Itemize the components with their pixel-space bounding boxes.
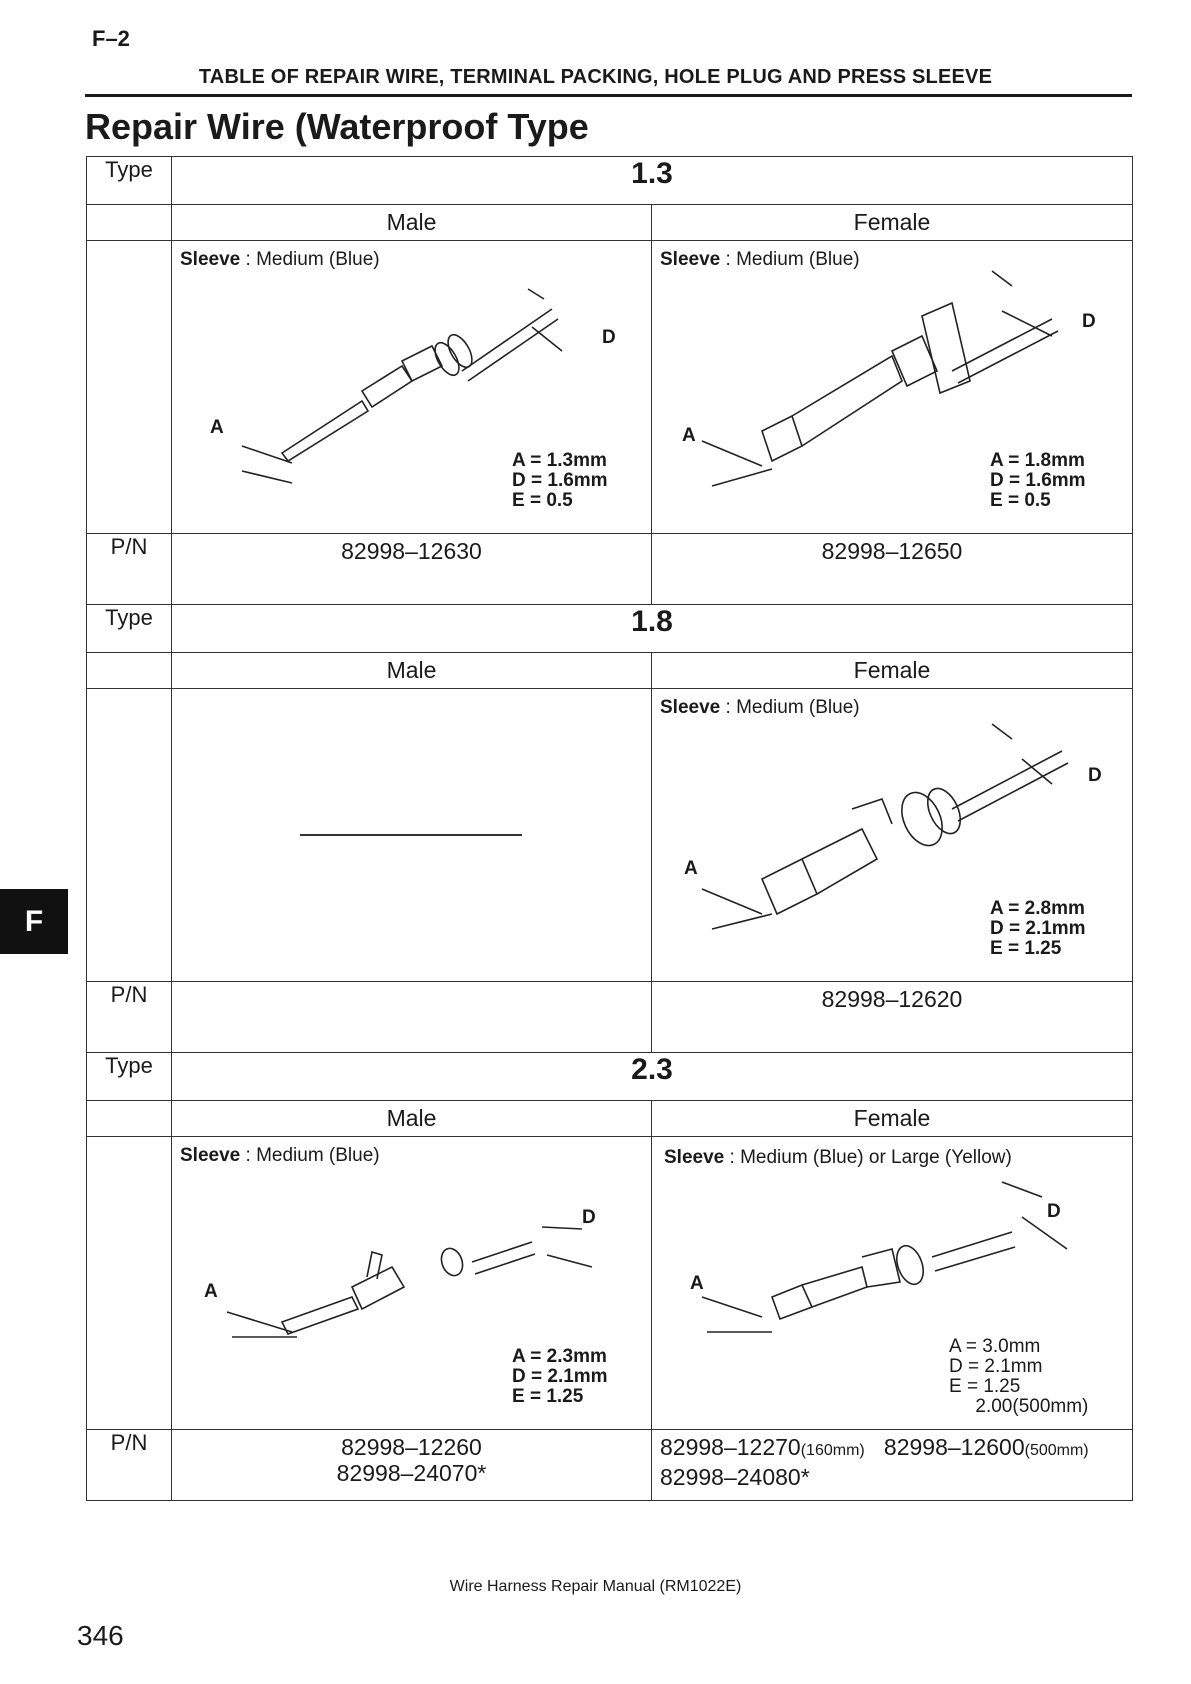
empty-cell xyxy=(87,653,172,689)
male-header: Male xyxy=(172,653,652,689)
dimension-a: A = 3.0mm xyxy=(949,1336,1041,1357)
page-code: F–2 xyxy=(92,26,130,51)
diagram-row xyxy=(87,689,1133,982)
pn-label: P/N xyxy=(87,534,172,605)
label-d: D xyxy=(1082,311,1096,332)
label-a: A xyxy=(690,1273,704,1294)
sleeve-value: : Medium (Blue) or Large (Yellow) xyxy=(724,1147,1012,1168)
male-terminal-cell xyxy=(172,1137,652,1430)
type-label: Type xyxy=(87,1053,172,1101)
female-terminal-cell xyxy=(652,241,1133,534)
female-header: Female xyxy=(652,205,1133,241)
length-note-160: (160mm) xyxy=(800,1442,865,1459)
sleeve-value: : Medium (Blue) xyxy=(720,697,860,718)
male-header: Male xyxy=(172,205,652,241)
dimension-list xyxy=(512,451,608,511)
repair-wire-table xyxy=(86,156,1133,1501)
female-part-number-line xyxy=(660,1434,1132,1464)
female-part-number: 82998–12650 xyxy=(652,534,1133,605)
type-value: 1.8 xyxy=(172,605,1133,653)
male-terminal-cell xyxy=(172,689,652,982)
label-d: D xyxy=(1047,1201,1061,1222)
dimension-e: E = 1.25 xyxy=(990,938,1062,959)
dimension-a: A = 2.8mm xyxy=(990,898,1085,919)
female-terminal-cell xyxy=(652,689,1133,982)
dimension-e: E = 1.25 xyxy=(512,1386,584,1407)
sleeve-value: : Medium (Blue) xyxy=(240,249,380,270)
type-label: Type xyxy=(87,157,172,205)
dimension-list xyxy=(949,1337,1088,1417)
dimension-d: D = 1.6mm xyxy=(990,470,1086,491)
sleeve-label: Sleeve xyxy=(180,1145,241,1166)
gender-row xyxy=(87,653,1133,689)
type-label: Type xyxy=(87,605,172,653)
label-a: A xyxy=(204,1281,218,1302)
dimension-e: E = 0.5 xyxy=(990,490,1051,511)
empty-cell xyxy=(87,1101,172,1137)
diagram-row xyxy=(87,241,1133,534)
type-value: 1.3 xyxy=(172,157,1133,205)
diagram-row xyxy=(87,1137,1133,1430)
type-row xyxy=(87,605,1133,653)
male-terminal-cell xyxy=(172,241,652,534)
type-value: 2.3 xyxy=(172,1053,1133,1101)
gender-row xyxy=(87,205,1133,241)
female-part-number-500: 82998–12600 xyxy=(883,1434,1025,1460)
type-row xyxy=(87,1053,1133,1101)
pn-row xyxy=(87,1430,1133,1501)
female-part-number-alt: 82998–24080* xyxy=(660,1464,810,1490)
gender-row xyxy=(87,1101,1133,1137)
pn-row xyxy=(87,534,1133,605)
section-side-tab: F xyxy=(0,889,68,954)
dimension-list xyxy=(512,1347,608,1407)
empty-cell xyxy=(87,205,172,241)
dimension-a: A = 2.3mm xyxy=(512,1346,607,1367)
label-a: A xyxy=(684,858,698,879)
title-divider xyxy=(85,94,1132,97)
dimension-a: A = 1.3mm xyxy=(512,450,607,471)
male-part-number: 82998–12260 xyxy=(341,1434,482,1460)
female-terminal-cell xyxy=(652,1137,1133,1430)
length-note-500: (500mm) xyxy=(1024,1442,1089,1459)
female-header: Female xyxy=(652,653,1133,689)
dimension-a: A = 1.8mm xyxy=(990,450,1085,471)
page-number: 346 xyxy=(77,1620,124,1651)
label-a: A xyxy=(210,417,224,438)
male-header: Male xyxy=(172,1101,652,1137)
empty-cell xyxy=(87,241,172,534)
empty-cell xyxy=(87,1137,172,1430)
dimension-list xyxy=(990,451,1086,511)
sleeve-value: : Medium (Blue) xyxy=(240,1145,380,1166)
label-a: A xyxy=(682,425,696,446)
footer-manual-title: Wire Harness Repair Manual (RM1022E) xyxy=(449,1578,742,1595)
label-d: D xyxy=(1088,765,1102,786)
female-header: Female xyxy=(652,1101,1133,1137)
sleeve-label: Sleeve xyxy=(180,249,241,270)
page-heading: Repair Wire (Waterproof Type xyxy=(85,106,589,147)
sleeve-value: : Medium (Blue) xyxy=(720,249,860,270)
empty-cell xyxy=(87,689,172,982)
dimension-d: D = 1.6mm xyxy=(512,470,608,491)
dimension-e-alt: 2.00(500mm) xyxy=(949,1396,1089,1417)
male-part-number xyxy=(172,982,652,1053)
sleeve-label: Sleeve xyxy=(664,1147,725,1168)
pn-row xyxy=(87,982,1133,1053)
female-part-number: 82998–12620 xyxy=(652,982,1133,1053)
dimension-e: E = 1.25 xyxy=(949,1376,1021,1397)
female-part-numbers xyxy=(652,1430,1133,1501)
not-available-line xyxy=(300,834,522,836)
type-row xyxy=(87,157,1133,205)
section-title: TABLE OF REPAIR WIRE, TERMINAL PACKING, HOLE PLUG AND PRESS SLEEVE xyxy=(198,66,993,88)
dimension-list xyxy=(990,899,1086,959)
pn-label: P/N xyxy=(87,1430,172,1501)
sleeve-label: Sleeve xyxy=(660,697,721,718)
dimension-e: E = 0.5 xyxy=(512,490,573,511)
dimension-d: D = 2.1mm xyxy=(949,1356,1043,1377)
dimension-d: D = 2.1mm xyxy=(990,918,1086,939)
male-part-number-alt: 82998–24070* xyxy=(336,1460,487,1486)
male-part-numbers xyxy=(172,1430,652,1501)
label-d: D xyxy=(582,1207,596,1228)
sleeve-label: Sleeve xyxy=(660,249,721,270)
dimension-d: D = 2.1mm xyxy=(512,1366,608,1387)
pn-label: P/N xyxy=(87,982,172,1053)
label-d: D xyxy=(602,327,616,348)
male-part-number: 82998–12630 xyxy=(172,534,652,605)
female-part-number-160: 82998–12270 xyxy=(660,1434,801,1460)
